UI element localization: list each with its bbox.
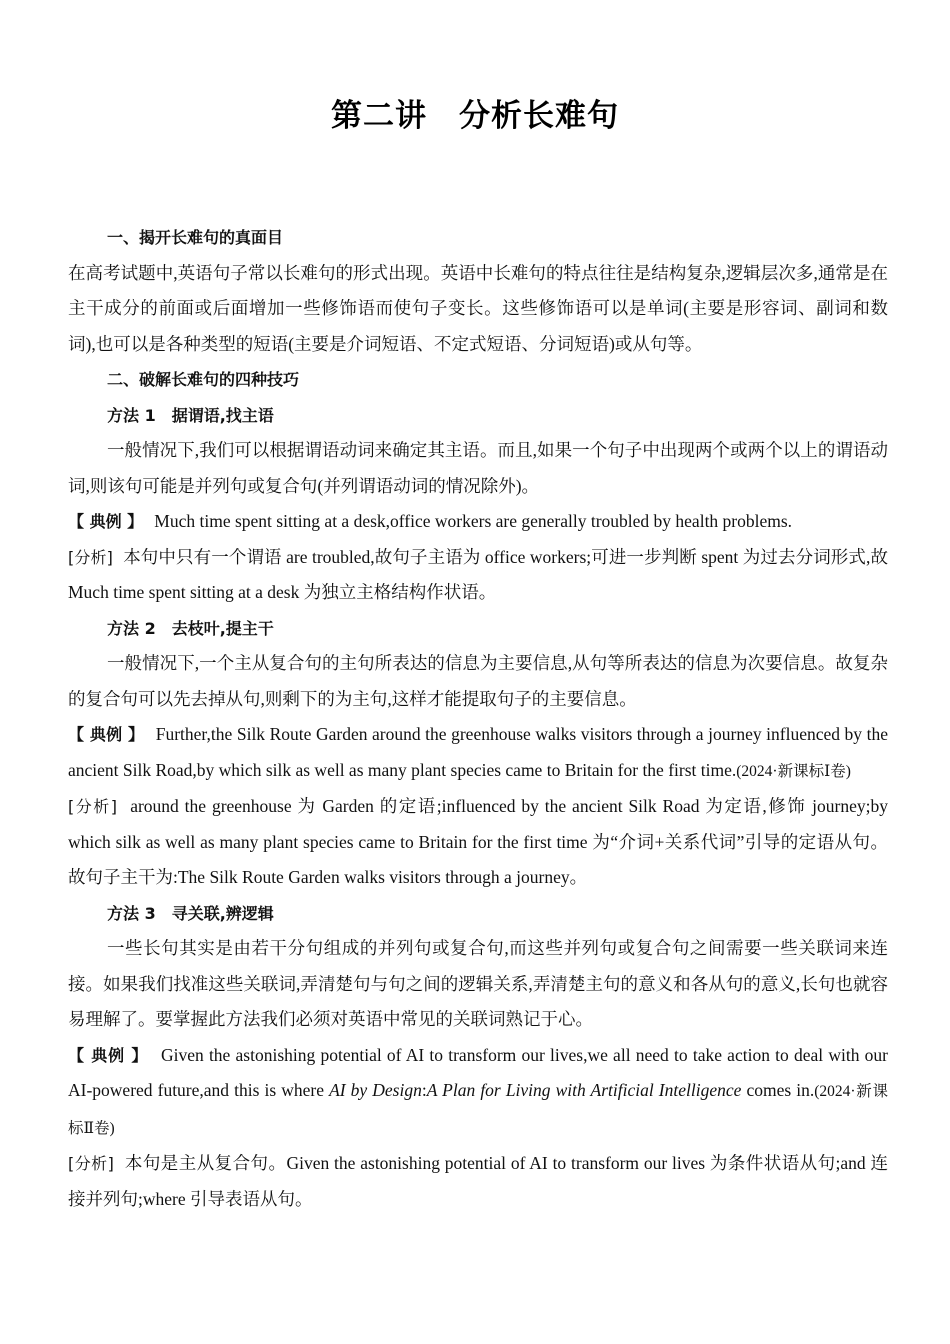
method-2-analysis [68,789,888,896]
book-title-part-2: A Plan for Living with Artificial Intelligence [426,1080,742,1100]
method-1-heading: 方法 1 据谓语,找主语 [107,405,274,425]
example-text-end: comes in. [741,1080,815,1100]
example-label: 【 典例 】 [68,512,155,531]
book-title-colon: : [421,1080,427,1100]
example-source: (2024·新课标Ⅱ卷) [68,1083,888,1137]
method-3-analysis [68,1146,888,1217]
method-3-example [68,1038,888,1147]
analysis-text: 本句是主从复合句。Given the astonishing potential of AI to transform our lives 为条件状语从句;and 连接并列句;where 引导表语从句。 [68,1153,888,1209]
method-2-heading: 方法 2 去枝叶,提主干 [107,618,274,638]
example-text: Further,the Silk Route Garden around the greenhouse walks visitors through a journey influenced by the ancient Silk Road,by which silk as well as many plant species came to Britain for the first time. [68,724,888,780]
example-text: Given the astonishing potential of AI to transform our lives,we all need to take action to deal with our AI-powered future,and this is where [68,1044,888,1100]
example-source: (2024·新课标Ⅰ卷) [736,762,851,780]
section-1-paragraph: 在高考试题中,英语句子常以长难句的形式出现。英语中长难句的特点往往是结构复杂,逻辑层次多,通常是在主干成分的前面或后面增加一些修饰语而使句子变长。这些修饰语可以是单词(主要是形容词、副词和数词),也可以是各种类型的短语(主要是介词短语、不定式短语、分词短语)或从句等。 [68,262,888,354]
document-body [68,220,888,1217]
section-heading-1: 一、揭开长难句的真面目 [107,228,284,247]
method-3-paragraph: 一些长句其实是由若干分句组成的并列句或复合句,而这些并列句或复合句之间需要一些关联词来连接。如果我们找准这些关联词,弄清楚句与句之间的逻辑关系,弄清楚主句的意义和各从句的意义,长句也就容易理解了。要掌握此方法我们必须对英语中常见的关联词熟记于心。 [68,938,888,1029]
method-2-example [68,717,888,789]
method-1-analysis [68,540,888,611]
example-label: 【 典例 】 [68,1045,161,1065]
example-label: 【 典例 】 [68,725,156,744]
analysis-text: around the greenhouse 为 Garden 的定语;influenced by the ancient Silk Road 为定语,修饰 journey;by which silk as well as many plant species came to Britain for the first time 为“介词+关系代词”引导的定语从句。故句子主干为:The Silk Route Garden walks visitors through a journey。 [68,796,888,887]
method-1-paragraph: 一般情况下,我们可以根据谓语动词来确定其主语。而且,如果一个句子中出现两个或两个以上的谓语动词,则该句可能是并列句或复合句(并列谓语动词的情况除外)。 [68,440,888,496]
analysis-text: 本句中只有一个谓语 are troubled,故句子主语为 office workers;可进一步判断 spent 为过去分词形式,故 Much time spent sitting at a desk 为独立主格结构作状语。 [68,546,888,602]
book-title-part-1: AI by Design [329,1080,422,1100]
analysis-label: [分析] [68,1154,125,1173]
method-2-paragraph: 一般情况下,一个主从复合句的主句所表达的信息为主要信息,从句等所表达的信息为次要信息。故复杂的复合句可以先去掉从句,则剩下的为主句,这样才能提取句子的主要信息。 [68,653,888,709]
method-1-example [68,504,888,540]
analysis-label: [分析] [68,547,124,567]
section-heading-2: 二、破解长难句的四种技巧 [107,370,300,389]
analysis-label: [分析] [68,797,131,816]
method-3-heading: 方法 3 寻关联,辨逻辑 [107,903,274,923]
example-text: Much time spent sitting at a desk,office workers are generally troubled by health problems. [154,511,793,531]
page-title: 第二讲 分析长难句 [331,98,619,134]
